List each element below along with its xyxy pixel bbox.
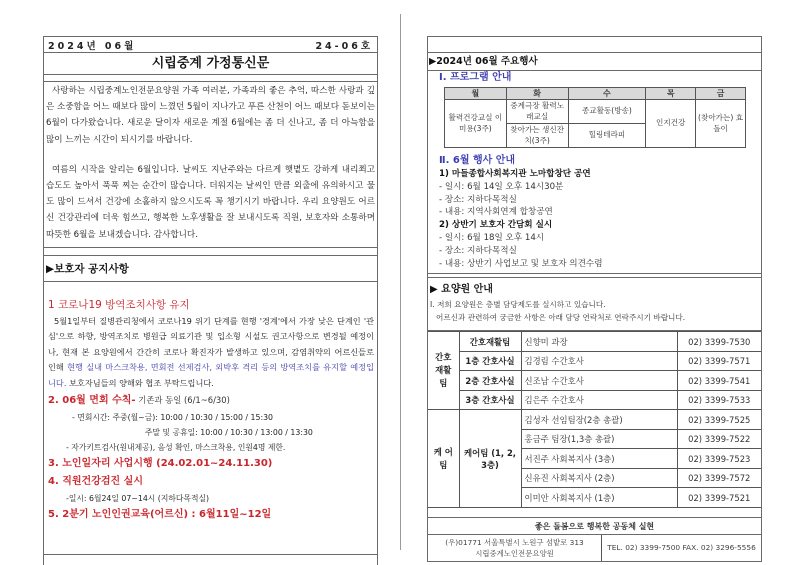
table-row <box>428 410 761 430</box>
notice-list <box>44 282 377 556</box>
notice-2-note: 기존과 동일 (6/1~6/30) <box>135 395 230 406</box>
program-heading: Ⅰ. 프로그램 안내 <box>439 72 512 83</box>
divider <box>44 248 377 256</box>
visit-hours-weekday: - 면회시간: 주중(월~금): 10:00 / 10:30 / 15:00 / 15:30 <box>72 413 274 423</box>
event-2-content: - 내용: 상반기 사업보고 및 보호자 의견수렴 <box>439 258 603 269</box>
col-thu: 목 <box>646 88 696 100</box>
page-divider <box>400 14 401 550</box>
notice-4-title: 4. 직원건강검진 실시 <box>48 476 143 488</box>
footer-address <box>428 535 602 561</box>
footer <box>428 535 761 561</box>
event-2-date: - 일시: 6월 18일 오후 14시 <box>439 232 545 243</box>
staff-phone: 02) 3399-7523 <box>677 449 761 469</box>
staff-phone: 02) 3399-7572 <box>677 468 761 488</box>
newsletter-right-page <box>427 36 762 562</box>
staff-name: 김경림 수간호사 <box>521 351 677 371</box>
divider <box>428 37 761 53</box>
team-name: 간호재활팀 <box>459 332 521 352</box>
staff-name: 신향미 과장 <box>521 332 677 352</box>
divider <box>44 555 377 565</box>
notice-2-heading: 2. 06월 면회 수칙- <box>48 395 136 407</box>
notice-1-body <box>48 314 374 392</box>
notice-3-title: 3. 노인일자리 사업시행 (24.02.01~24.11.30) <box>48 458 273 470</box>
facility-info-line-1: Ⅰ. 저희 요양원은 층별 담당제도를 실시하고 있습니다. <box>430 300 606 310</box>
newsletter-title: 시립중계 가정통신문 <box>44 53 377 75</box>
divider <box>428 508 761 518</box>
staff-phone: 02) 3399-7541 <box>677 371 761 391</box>
staff-phone: 02) 3399-7525 <box>677 410 761 430</box>
visit-hours-weekend: 주말 및 공휴일: 10:00 / 10:30 / 13:00 / 13:30 <box>145 428 313 438</box>
facility-info-title: ▶ 요양원 안내 <box>430 284 493 296</box>
event-2-place: - 장소: 지하다목적실 <box>439 245 517 256</box>
col-fri: 금 <box>696 88 746 100</box>
program-schedule-table <box>444 87 746 148</box>
thu-program: 인지건강 <box>646 100 696 148</box>
staff-name: 신조남 수간호사 <box>521 371 677 391</box>
visit-rules: - 자가키트검사(원내제공), 음성 확인, 마스크착용, 인원4명 제한. <box>66 443 286 453</box>
notice-2-title <box>48 391 374 410</box>
greeting-message <box>44 82 377 248</box>
staff-name: 신유진 사회복지사 (2층) <box>521 468 677 488</box>
events-heading: Ⅱ. 6월 행사 안내 <box>439 155 516 166</box>
mon-program: 활력건강교실 이미용(3주) <box>445 100 507 148</box>
table-row <box>428 332 761 352</box>
address-line-2: 시립중계노인전문요양원 <box>475 548 554 558</box>
newsletter-left-page <box>43 36 378 565</box>
notice-1-title: 1 코로나19 방역조치사항 유지 <box>48 298 190 311</box>
table-row <box>428 371 761 391</box>
slogan: 좋은 돌봄으로 행복한 공동체 실현 <box>428 518 761 535</box>
staff-phone: 02) 3399-7571 <box>677 351 761 371</box>
staff-name: 김은주 수간호사 <box>521 390 677 410</box>
col-wed: 수 <box>568 88 646 100</box>
staff-phone: 02) 3399-7530 <box>677 332 761 352</box>
notice-1-highlight: 현행 실내 마스크착용, 면회전 선제검사, 외박후 격리 등의 방역조치를 유지할 예정입니다. <box>48 362 374 388</box>
address-line-1: (우)01771 서울특별시 노원구 섬밭로 313 <box>445 537 584 547</box>
staff-name: 김성자 선임팀장(2층 총괄) <box>521 410 677 430</box>
table-row <box>428 351 761 371</box>
footer-contact: TEL. 02) 3399-7500 FAX. 02) 3296-5556 <box>607 542 756 552</box>
team-name: 3층 간호사실 <box>459 390 521 410</box>
events-section <box>428 71 761 273</box>
staff-name: 이미안 사회복지사 (1층) <box>521 488 677 508</box>
team-name: 2층 간호사실 <box>459 371 521 391</box>
issue-header <box>44 37 377 53</box>
care-group-label: 케 어 팀 <box>428 410 459 508</box>
notice-1-text: 5월1일부터 질병관리청에서 코로나19 위기 단계를 현행 '경계'에서 가장 낮은 단계인 '관심'으로 하향, 방역조치로 병원급 의료기관 및 입소형 시설도 권고사항으로 변경될 예정이나, 현재 본 요양원에서 간간히 코로나 확진자가 발생하고 있으며, 감염취약의 어르신들로 인해 <box>48 315 374 373</box>
staff-phone: 02) 3399-7521 <box>677 488 761 508</box>
issue-number: 24-06호 <box>315 40 373 52</box>
event-1-title: 1) 마들종합사회복지관 노마합창단 공연 <box>439 169 591 179</box>
staff-contact-table <box>428 331 761 508</box>
facility-info <box>428 278 761 331</box>
notice-4-detail: -일시: 6월24일 07~14시 (지하다목적실) <box>66 494 210 504</box>
event-1-content: - 내용: 지역사회연계 합창공연 <box>439 207 553 218</box>
col-mon: 월 <box>445 88 507 100</box>
notice-1-closing: 보호자님들의 양해와 협조 부탁드립니다. <box>66 377 214 388</box>
staff-phone: 02) 3399-7533 <box>677 390 761 410</box>
staff-phone: 02) 3399-7522 <box>677 429 761 449</box>
event-2-title: 2) 상반기 보호자 간담회 실시 <box>439 220 553 231</box>
col-tue: 화 <box>506 88 568 100</box>
table-row <box>428 390 761 410</box>
team-name: 1층 간호사실 <box>459 351 521 371</box>
event-1-date: - 일시: 6월 14일 오후 14시30분 <box>439 181 564 192</box>
issue-date: 2024년 06월 <box>48 40 137 52</box>
wed-program-1: 종교활동(방송) <box>568 100 646 124</box>
greeting-paragraph-1: 사랑하는 시립중계노인전문요양원 가족 여러분, 가족과의 좋은 추억, 따스한 사랑과 깊은 소중함을 어느 때보다 많이 느꼈던 5월이 지나가고 푸른 산천이 어느 때보다 돋보이는 6월이 다가왔습니다. 새로운 달이자 새로운 계절 6월에는 좀 더 신나고, 좀 더 아늑함을 많이 느끼는 시간이 되시기를 바랍니다. <box>46 86 375 145</box>
event-1-place: - 장소: 지하다목적실 <box>439 194 517 205</box>
notice-section-title: ▶보호자 공지사항 <box>44 256 377 282</box>
facility-info-line-2: 어르신과 관련하여 궁금한 사항은 아래 담당 연락처로 연락주시기 바랍니다. <box>436 313 686 323</box>
nursing-group-label: 간호 재활 팀 <box>428 332 459 410</box>
staff-name: 홍금주 팀장(1,3층 총괄) <box>521 429 677 449</box>
fri-program: (찾아가는) 효돌이 <box>696 100 746 148</box>
staff-name: 서진주 사회복지사 (3층) <box>521 449 677 469</box>
events-section-title: ▶2024년 06월 주요행사 <box>428 53 761 71</box>
tue-program-2: 찾아가는 생신잔치(3주) <box>506 124 568 148</box>
tue-program-1: 중계극장 활력노래교실 <box>506 100 568 124</box>
notice-5-title: 5. 2분기 노인인권교육(어르신) : 6월11일~12일 <box>48 509 272 521</box>
care-team-name: 케어팀 (1, 2, 3층) <box>459 410 521 508</box>
wed-program-2: 힐링테라피 <box>568 124 646 148</box>
divider <box>44 75 377 82</box>
greeting-paragraph-2: 여름의 시작을 알리는 6월입니다. 날씨도 지난주와는 다르게 햇볕도 강하게 내리쬐고 습도도 높아서 푹푹 찌는 순간이 많습니다. 더워지는 날씨인 만큼 외출에 유의하시고 물도 많이 드셔서 건강에 소홀하지 않으시도록 꼭 챙기시기 바랍니다. 우리 요양원도 어르신 건강관리에 더욱 힘쓰고, 행복한 노후생활을 잘 보내시도록 직원, 보호자와 소통하며 따뜻한 6월을 보내겠습니다. 감사합니다. <box>46 164 375 240</box>
